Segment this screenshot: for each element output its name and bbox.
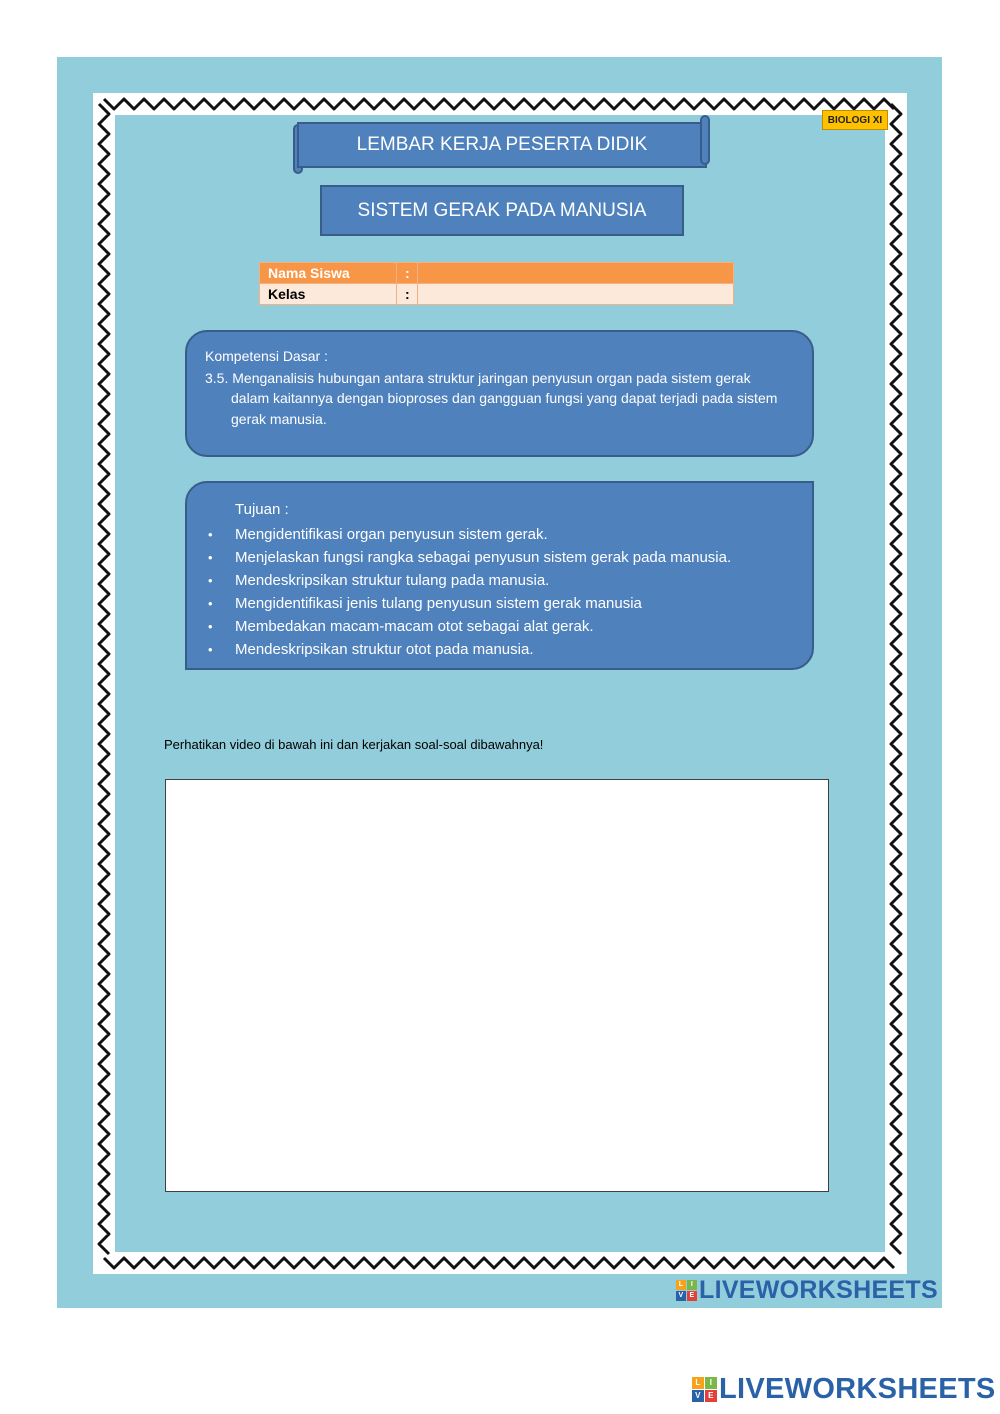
liveworksheets-logo-footer[interactable] — [692, 1373, 996, 1406]
video-embed-area[interactable] — [165, 779, 829, 1192]
student-name-colon: : — [397, 263, 418, 284]
bullet-icon: • — [208, 642, 213, 657]
liveworksheets-wordmark: LIVEWORKSHEETS — [719, 1373, 996, 1405]
student-class-colon: : — [397, 284, 418, 305]
goal-item — [208, 615, 792, 638]
goal-text: Mengidentifikasi organ penyusun sistem gerak. — [235, 526, 548, 543]
goal-text: Mendeskripsikan struktur tulang pada manusia. — [235, 572, 550, 589]
student-name-field[interactable] — [418, 263, 734, 284]
goal-item — [208, 638, 792, 661]
goal-text: Mendeskripsikan struktur otot pada manusia. — [235, 641, 534, 658]
student-name-row — [260, 263, 734, 284]
competency-item: 3.5. Menganalisis hubungan antara struktur jaringan penyusun organ pada sistem gerak dalam kaitannya dengan bioproses dan gangguan fungsi yang dapat terjadi pada sistem gerak manusia. — [205, 369, 778, 427]
student-class-label: Kelas — [260, 284, 397, 305]
liveworksheets-icon: L I V E — [692, 1377, 717, 1402]
learning-goals-box — [185, 481, 814, 670]
goal-item — [208, 592, 792, 615]
goal-item — [208, 569, 792, 592]
liveworksheets-icon: L I V E — [676, 1280, 697, 1301]
competency-box — [185, 330, 814, 457]
bullet-icon: • — [208, 527, 213, 542]
bullet-icon: • — [208, 596, 213, 611]
worksheet-subtitle: SISTEM GERAK PADA MANUSIA — [320, 185, 684, 236]
liveworksheets-wordmark: LIVEWORKSHEETS — [699, 1276, 938, 1304]
student-name-label: Nama Siswa — [260, 263, 397, 284]
learning-goals-title: Tujuan : — [235, 501, 289, 518]
scroll-right-curl — [700, 115, 710, 165]
bullet-icon: • — [208, 550, 213, 565]
goal-item — [208, 523, 792, 546]
liveworksheets-logo-inner[interactable] — [676, 1276, 938, 1305]
goal-text: Mengidentifikasi jenis tulang penyusun sistem gerak manusia — [235, 595, 642, 612]
student-class-row — [260, 284, 734, 305]
bullet-icon: • — [208, 619, 213, 634]
student-class-field[interactable] — [418, 284, 734, 305]
student-info-table — [259, 262, 734, 305]
subject-badge: BIOLOGI XI — [822, 110, 888, 130]
worksheet-title: LEMBAR KERJA PESERTA DIDIK — [297, 122, 707, 168]
goal-text: Menjelaskan fungsi rangka sebagai penyusun sistem gerak pada manusia. — [235, 549, 732, 566]
competency-title: Kompetensi Dasar : — [205, 348, 328, 364]
goal-text: Membedakan macam-macam otot sebagai alat gerak. — [235, 618, 594, 635]
goal-item — [208, 546, 792, 569]
video-instruction: Perhatikan video di bawah ini dan kerjakan soal-soal dibawahnya! — [164, 737, 544, 752]
bullet-icon: • — [208, 573, 213, 588]
learning-goals-list — [208, 523, 792, 661]
